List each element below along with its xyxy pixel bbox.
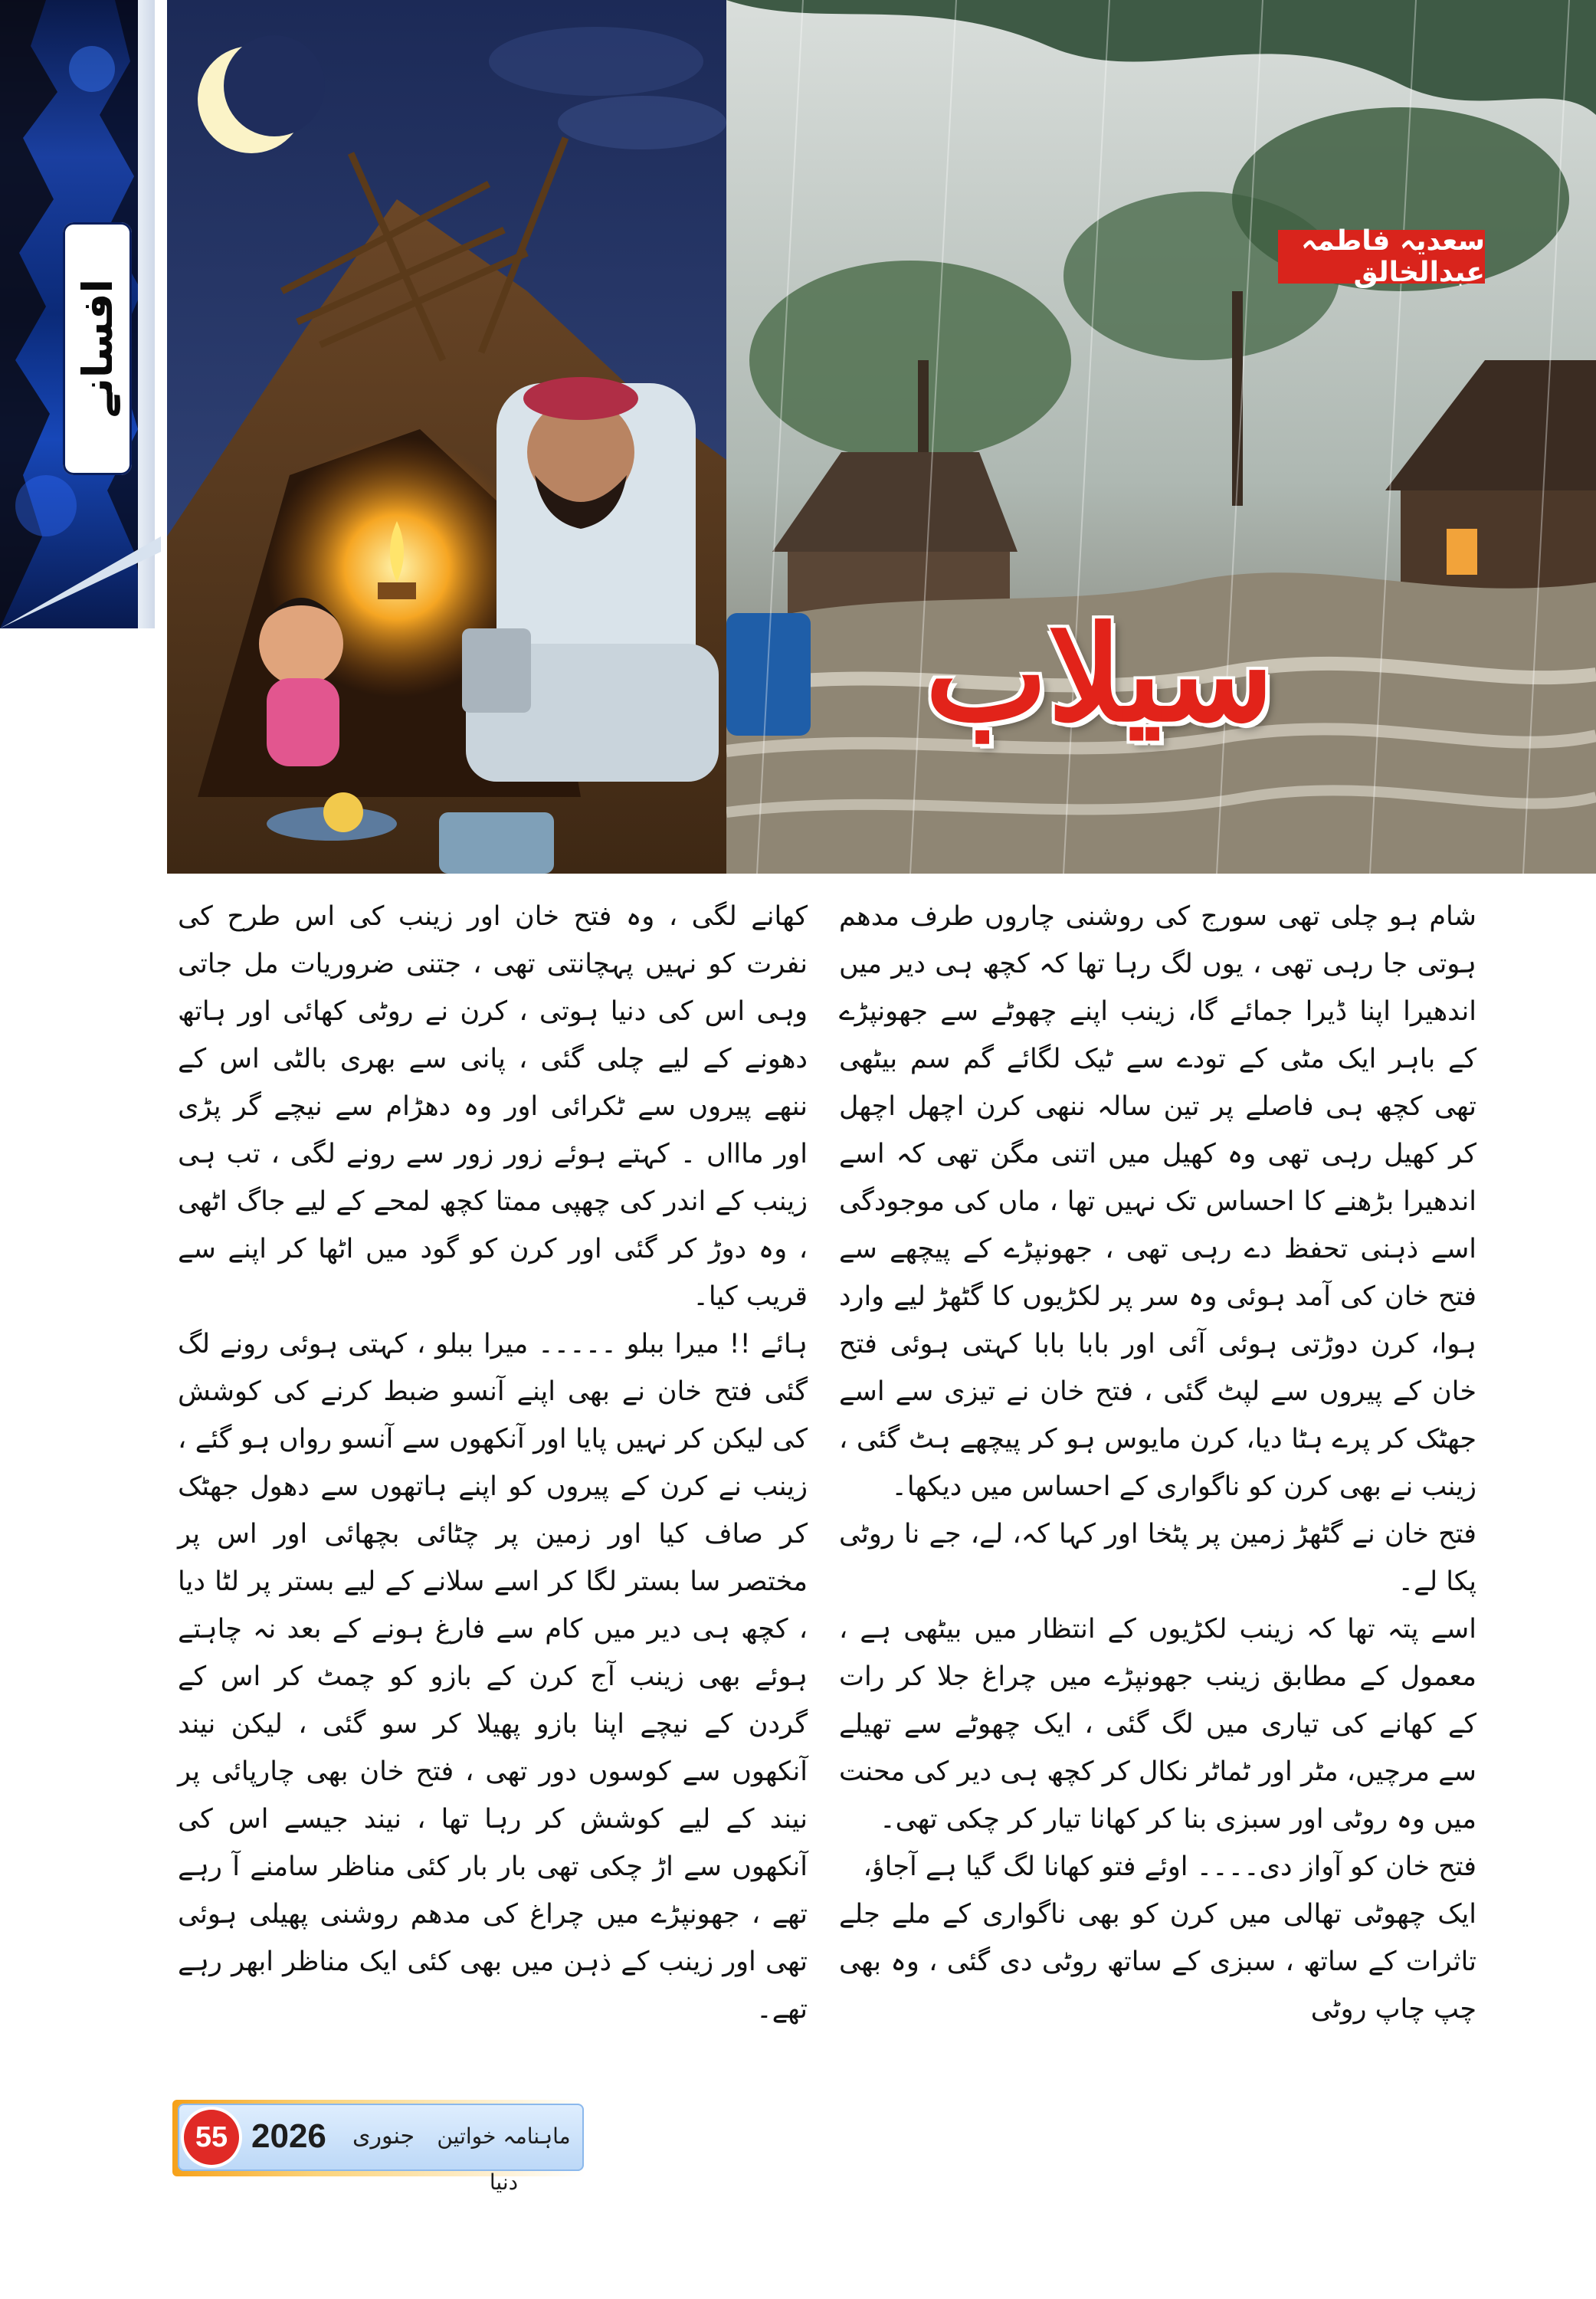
issue-year: 2026 <box>251 2117 326 2155</box>
paragraph: کھانے لگی ، وہ فتح خان اور زینب کی اس طرح کی نفرت کو نہیں پہچانتی تھی ، جتنی ضروریات مل جاتی وہی اس کی دنیا ہوتی ، کرن نے روٹی کھائی اور ہاتھ دھونے کے لیے چلی گئی ، پانی سے بھری بالٹی اس کے ننھے پیروں سے ٹکرائی اور وہ دھڑام سے نیچے گر پڑی اور ماااں ۔ کہتے ہوئے زور زور سے رونے لگی ، تب ہی زینب کے اندر کی چھپی ممتا کچھ لمحے کے لیے جاگ اٹھی ، وہ دوڑ کر گئی اور کرن کو گود میں اٹھا کر اپنے سے قریب کیا۔ <box>178 901 808 1312</box>
paragraph: شام ہو چلی تھی سورج کی روشنی چاروں طرف مدھم ہوتی جا رہی تھی ، یوں لگ رہا تھا کہ کچھ ہی دیر میں اندھیرا اپنا ڈیرا جمائے گا، زینب اپنے چھوٹے سے جھونپڑے کے باہر ایک مٹی کے تودے سے ٹیک لگائے گم سم بیٹھی تھی کچھ ہی فاصلے پر تین سالہ ننھی کرن اچھل اچھل کر کھیل رہی تھی وہ کھیل میں اتنی مگن تھی کہ اسے اندھیرا بڑھنے کا احساس تک نہیں تھا ، ماں کی موجودگی اسے ذہنی تحفظ دے رہی تھی ، جھونپڑے کے پیچھے سے فتح خان کی آمد ہوئی وہ سر پر لکڑیوں کا گٹھڑ لیے وارد ہوا، کرن دوڑتی ہوئی آئی اور بابا بابا کہتی ہوئی فتح خان کے پیروں سے لپٹ گئی ، فتح خان نے تیزی سے اسے جھٹک کر پرے ہٹا دیا، کرن مایوس ہو کر پیچھے ہٹ گئی ، زینب نے بھی کرن کو ناگواری کے احساس میں دیکھا۔ <box>839 901 1476 1502</box>
paragraph: ہائے !! میرا ببلو ۔۔۔۔۔ میرا ببلو ، کہتی ہوئی رونے لگ گئی فتح خان نے بھی اپنے آنسو ضبط کرنے کی کوشش کی لیکن کر نہیں پایا اور آنکھوں سے آنسو رواں ہو گئے ، زینب نے کرن کے پیروں کو اپنے ہاتھوں سے دھول جھٹک کر صاف کیا اور زمین پر چٹائی بچھائی اور اس پر مختصر سا بستر لگا کر اسے سلانے کے لیے بستر پر لٹا دیا ، کچھ ہی دیر میں کام سے فارغ ہونے کے بعد نہ چاہتے ہوئے بھی زینب آج کرن کے بازو کو چمٹ کر اس کے گردن کے نیچے اپنا بازو پھیلا کر سو گئی ، لیکن نیند آنکھوں سے کوسوں دور تھی ، فتح خان بھی چارپائی پر نیند کے لیے کوشش کر رہا تھا ، نیند جیسے اس کی آنکھوں سے اڑ چکی تھی بار بار کئی مناظر سامنے آ رہے تھے ، جھونپڑے میں چراغ کی مدھم روشنی پھیلی ہوئی تھی اور زینب کے ذہن میں بھی کئی ایک مناظر ابھر رہے تھے۔ <box>178 1329 808 2025</box>
author-name-tag: سعدیہ فاطمہ عبدالخالق <box>1278 230 1485 284</box>
side-strip-edge <box>138 0 155 628</box>
paragraph: فتح خان کو آواز دی۔۔۔۔ اوئے فتو کھانا لگ گیا ہے آجاؤ، <box>863 1851 1476 1882</box>
illustration-hut-night <box>167 0 726 874</box>
paragraph: فتح خان نے گٹھڑ زمین پر پٹخا اور کہا کہ، لے، جے نا روٹی پکا لے۔ <box>839 1519 1476 1597</box>
story-title: سیلاب <box>925 598 1274 751</box>
hut-scene-image <box>167 0 726 874</box>
magazine-name: ماہنامہ خواتین دنیا <box>437 2124 571 2195</box>
section-label: افسانے <box>73 279 122 418</box>
text-column-right <box>839 893 1476 2077</box>
side-strip-corner <box>0 536 161 628</box>
issue-month: جنوری <box>352 2123 415 2150</box>
paragraph: ایک چھوٹی تھالی میں کرن کو بھی ناگواری کے ملے جلے تاثرات کے ساتھ ، سبزی کے ساتھ روٹی دی گئی ، وہ بھی چپ چاپ روٹی <box>839 1899 1476 2025</box>
section-label-box <box>63 222 132 475</box>
paragraph: اسے پتہ تھا کہ زینب لکڑیوں کے انتظار میں بیٹھی ہے ، معمول کے مطابق زینب جھونپڑے میں چراغ جلا کر رات کے کھانے کی تیاری میں لگ گئی ، ایک چھوٹے سے تھیلے سے مرچیں، مٹر اور ٹماٹر نکال کر کچھ ہی دیر کی محنت میں وہ روٹی اور سبزی بنا کر کھانا تیار کر چکی تھی۔ <box>839 1614 1476 1835</box>
page-number: 55 <box>184 2110 239 2165</box>
text-column-left <box>178 893 808 2077</box>
